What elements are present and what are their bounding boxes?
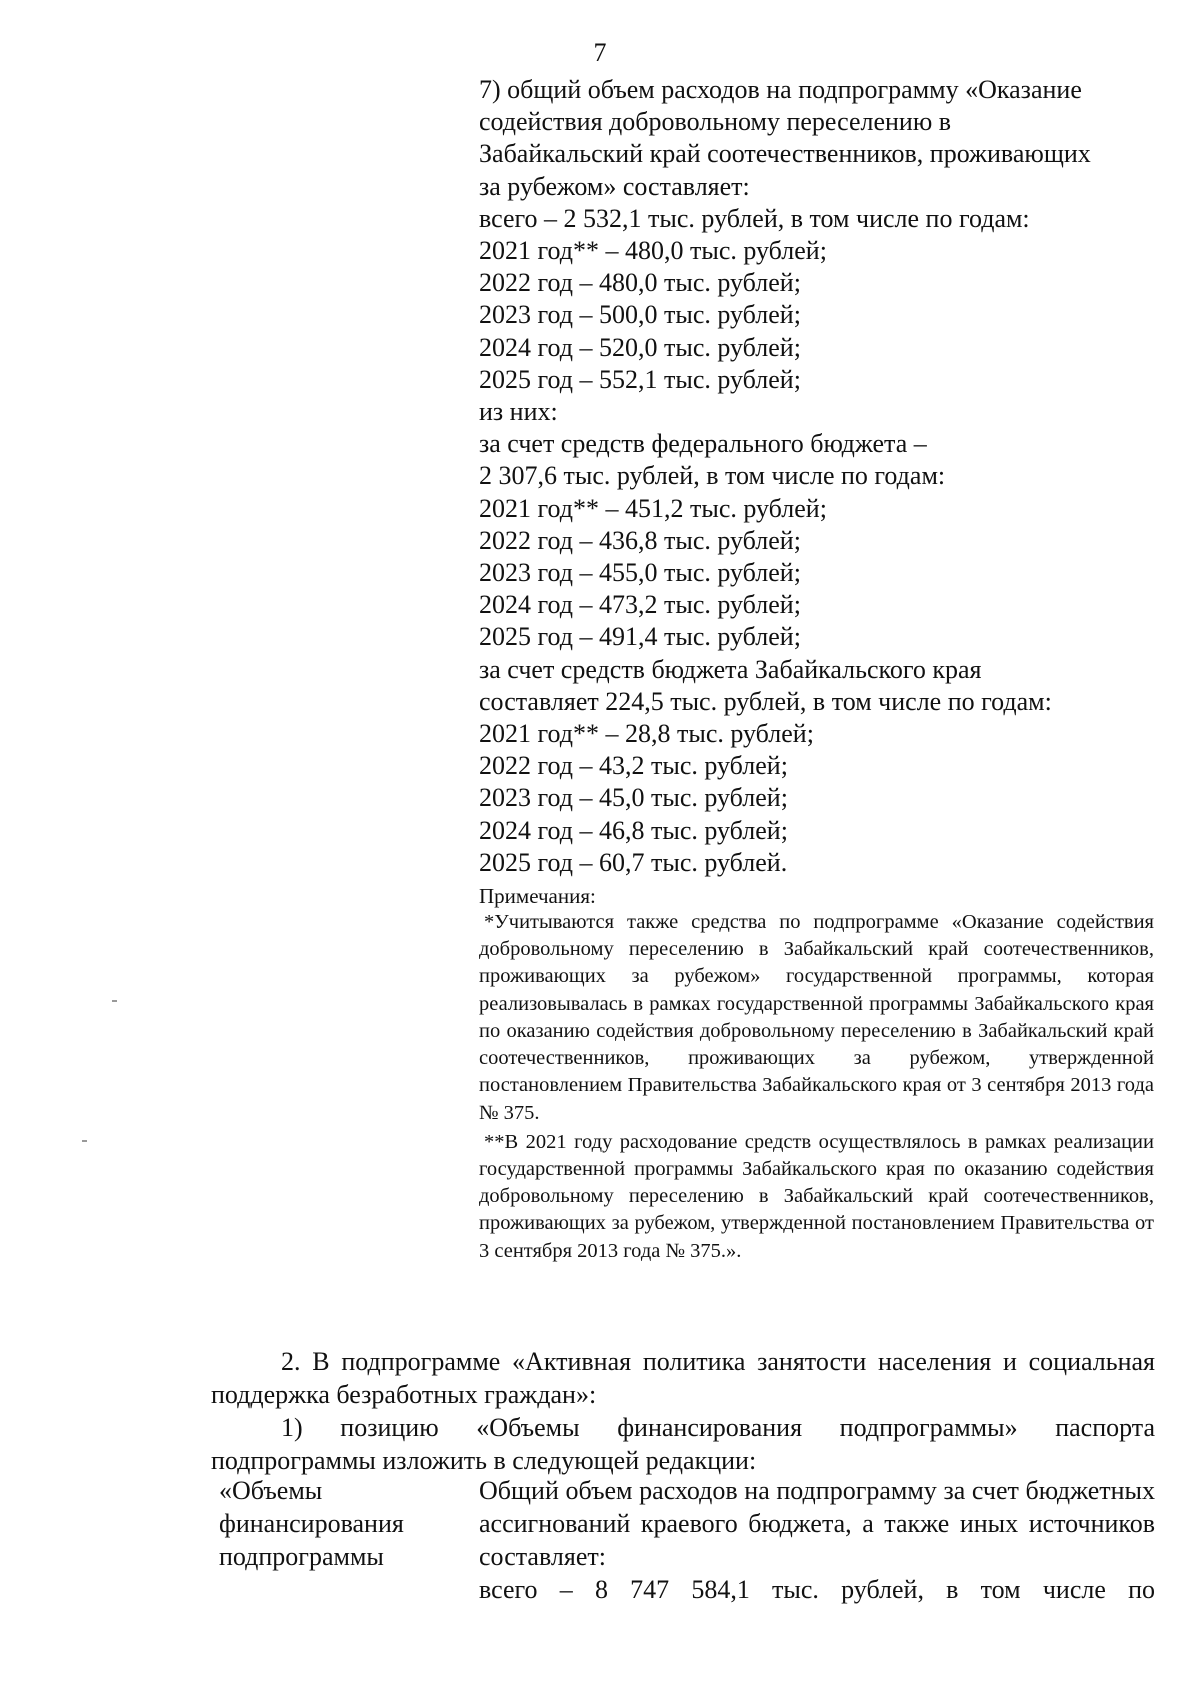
label-line: подпрограммы — [219, 1542, 384, 1571]
item-1-text: 1) позицию «Объемы финансирования подпрограммы» паспорта подпрограммы изложить в следующей редакции: — [211, 1413, 1155, 1475]
label-line: финансирования — [219, 1509, 404, 1538]
section-2-paragraph — [211, 1345, 1155, 1411]
passport-row-label — [219, 1474, 459, 1573]
funding-line: 2024 год – 520,0 тыс. рублей; — [479, 332, 801, 362]
label-line: «Объемы — [219, 1476, 323, 1505]
scan-margin-mark — [112, 1000, 117, 1002]
funding-line: 2023 год – 455,0 тыс. рублей; — [479, 558, 801, 588]
funding-line: 2023 год – 45,0 тыс. рублей; — [479, 783, 788, 813]
value-last-line: всего – 8 747 584,1 тыс. рублей, в том числе по — [479, 1575, 1155, 1604]
funding-line: 2021 год** – 28,8 тыс. рублей; — [479, 719, 814, 749]
funding-line: за рубежом» составляет: — [479, 171, 750, 201]
funding-line: 2025 год – 491,4 тыс. рублей; — [479, 622, 801, 652]
funding-line: всего – 2 532,1 тыс. рублей, в том числе по годам: — [479, 203, 1030, 233]
funding-line: 2023 год – 500,0 тыс. рублей; — [479, 300, 801, 330]
item-1-paragraph — [211, 1411, 1155, 1477]
funding-line: 2 307,6 тыс. рублей, в том числе по годам: — [479, 461, 946, 491]
funding-lines — [479, 74, 1154, 879]
funding-line: 2025 год – 552,1 тыс. рублей; — [479, 364, 801, 394]
section-2-text: 2. В подпрограмме «Активная политика занятости населения и социальная поддержка безработных граждан»: — [211, 1347, 1155, 1409]
funding-line: 2021 год** – 480,0 тыс. рублей; — [479, 236, 827, 266]
funding-line: из них: — [479, 397, 558, 427]
funding-line: 7) общий объем расходов на подпрограмму «Оказание — [479, 75, 1082, 104]
passport-row-value — [479, 1474, 1155, 1606]
page-number: 7 — [593, 38, 607, 67]
funding-line: 2025 год – 60,7 тыс. рублей. — [479, 847, 788, 877]
funding-line: 2022 год – 436,8 тыс. рублей; — [479, 525, 801, 555]
funding-line: 2022 год – 43,2 тыс. рублей; — [479, 751, 788, 781]
funding-line: 2021 год** – 451,2 тыс. рублей; — [479, 493, 827, 523]
note-1: *Учитываются также средства по подпрограмме «Оказание содействия добровольному переселению в Забайкальский край соотечественников, проживающих за рубежом» государственной программы, которая реализовывалась в рамках государственной программы Забайкальского края по оказанию содействия добровольному переселению в Забайкальский край соотечественников, проживающих за рубежом, утвержденной постановлением Правительства Забайкальского края от 3 сентября 2013 года № 375. — [479, 911, 1154, 1124]
funding-line: Забайкальский край соотечественников, проживающих — [479, 139, 1091, 169]
funding-line: 2024 год – 46,8 тыс. рублей; — [479, 815, 788, 845]
funding-line: составляет 224,5 тыс. рублей, в том числе по годам: — [479, 686, 1052, 716]
funding-line: содействия добровольному переселению в — [479, 107, 952, 137]
funding-line: 2022 год – 480,0 тыс. рублей; — [479, 268, 801, 298]
note-2: **В 2021 году расходование средств осуществлялось в рамках реализации государственной программы Забайкальского края по оказанию содействия добровольному переселению в Забайкальский край соотечественников, проживающих за рубежом, утвержденной постановлением Правительства от 3 сентября 2013 года № 375.». — [479, 1130, 1154, 1262]
funding-line: за счет средств бюджета Забайкальского края — [479, 654, 982, 684]
funding-line: 2024 год – 473,2 тыс. рублей; — [479, 590, 801, 620]
scan-margin-mark — [82, 1140, 87, 1142]
notes-title: Примечания: — [479, 884, 596, 909]
value-text: Общий объем расходов на подпрограмму за счет бюджетных ассигнований краевого бюджета, а также иных источников составляет: — [479, 1476, 1155, 1571]
subprogram-7-block — [479, 74, 1154, 1265]
funding-line: за счет средств федерального бюджета – — [479, 429, 927, 459]
